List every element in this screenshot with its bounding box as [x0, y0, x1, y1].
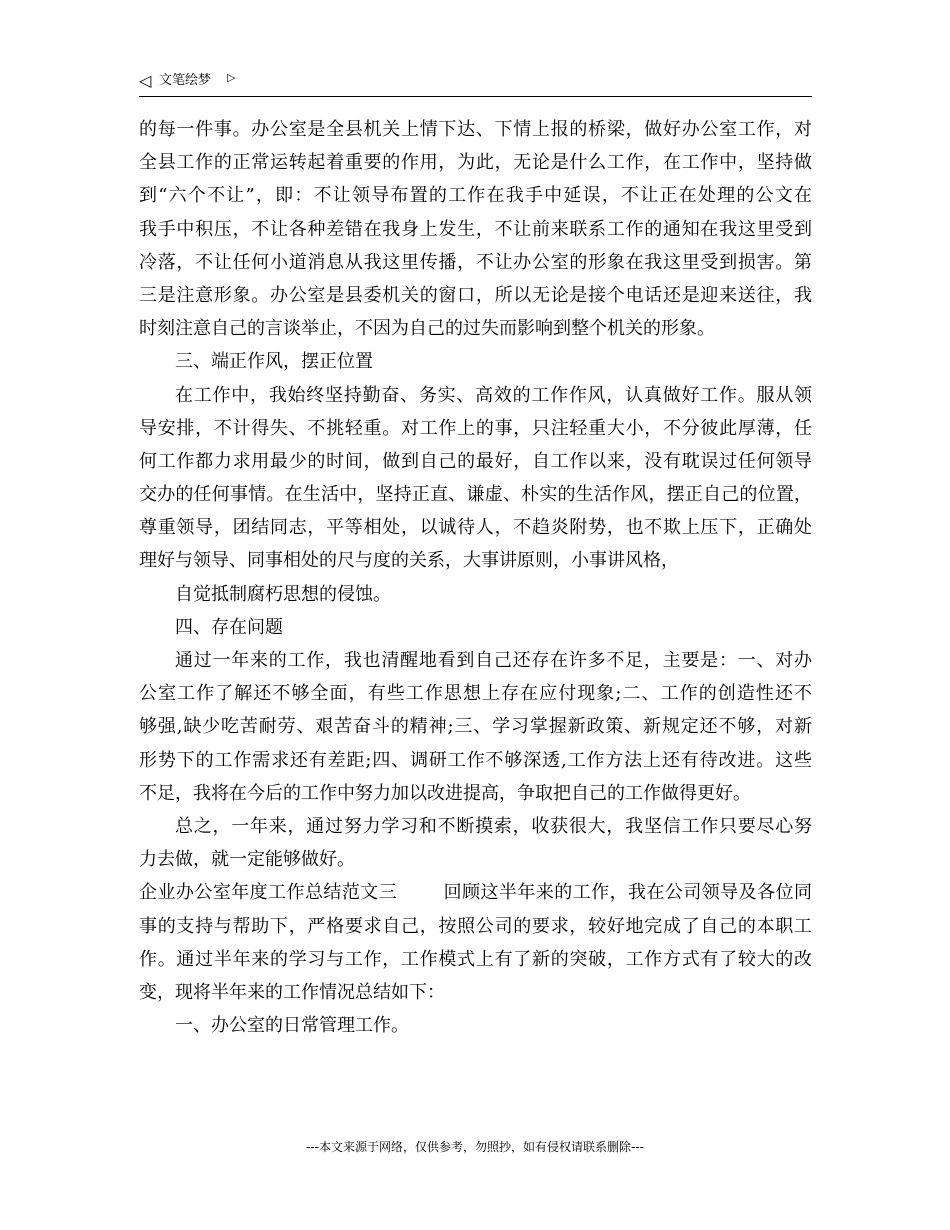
text-line: 总之，一年来，通过努力学习和不断摸索，收获很大，我坚信工作只要尽心努	[175, 815, 812, 837]
text-line: 导安排，不计得失、不挑轻重。对工作上的事，只注轻重大小，不分彼此厚薄，任	[139, 417, 812, 439]
right-triangle-icon: ▷	[227, 71, 236, 84]
section-heading: 一、办公室的日常管理工作。	[175, 1015, 409, 1037]
text-line: 尊重领导，团结同志，平等相处，以诚待人，不趋炎附势，也不欺上压下，正确处	[139, 517, 812, 539]
text-line: 我手中积压，不让各种差错在我身上发生，不让前来联系工作的通知在我这里受到	[139, 218, 812, 240]
text-line: 冷落，不让任何小道消息从我这里传播，不让办公室的形象在我这里受到损害。第	[139, 251, 812, 273]
text-line: 交办的任何事情。在生活中，坚持正直、谦虚、朴实的生活作风，摆正自己的位置，	[139, 484, 812, 506]
text-line: 在工作中，我始终坚持勤奋、务实、高效的工作作风，认真做好工作。服从领	[175, 384, 812, 406]
document-body	[139, 113, 812, 1042]
section-heading: 四、存在问题	[175, 616, 283, 638]
document-section-title: 企业办公室年度工作总结范文三	[139, 882, 398, 904]
text-line: 变，现将半年来的工作情况总结如下：	[139, 981, 445, 1003]
text-line: 不足，我将在今后的工作中努力加以改进提高，争取把自己的工作做得更好。	[139, 782, 751, 804]
text-line: 时刻注意自己的言谈举止，不因为自己的过失而影响到整个机关的形象。	[139, 318, 715, 340]
text-line-content: 回顾这半年来的工作，我在公司领导及各位同	[443, 882, 813, 904]
text-line: 何工作都力求用最少的时间，做到自己的最好，自工作以来，没有耽误过任何领导	[139, 450, 812, 472]
text-line: 事的支持与帮助下，严格要求自己，按照公司的要求，较好地完成了自己的本职工	[139, 915, 812, 937]
text-line: 理好与领导、同事相处的尺与度的关系，大事讲原则，小事讲风格，	[139, 550, 679, 572]
left-triangle-icon: ◁	[139, 71, 152, 90]
text-line: 形势下的工作需求还有差距;四、调研工作不够深透,工作方法上还有待改进。这些	[139, 749, 812, 771]
text-line: 力去做，就一定能够做好。	[139, 849, 355, 871]
text-line: 通过一年来的工作，我也清醒地看到自己还存在许多不足，主要是：一、对办	[175, 650, 812, 671]
text-line: 的每一件事。办公室是全县机关上情下达、下情上报的桥梁，做好办公室工作，对	[139, 119, 812, 140]
header-title: 文笔绘梦	[159, 73, 212, 88]
text-line: 全县工作的正常运转起着重要的作用，为此，无论是什么工作，在工作中，坚持做	[139, 152, 812, 174]
text-line	[139, 876, 812, 909]
text-line: 作。通过半年来的学习与工作，工作模式上有了新的突破，工作方式有了较大的改	[139, 948, 812, 970]
text-line: 自觉抵制腐朽思想的侵蚀。	[175, 583, 391, 605]
text-line: 三是注意形象。办公室是县委机关的窗口，所以无论是接个电话还是迎来送往，我	[139, 284, 812, 306]
section-heading: 三、端正作风，摆正位置	[175, 351, 373, 373]
page-footer: ---本文来源于网络，仅供参考，勿照抄，如有侵权请联系删除---	[306, 1140, 644, 1154]
text-line: 够强,缺少吃苦耐劳、艰苦奋斗的精神;三、学习掌握新政策、新规定还不够，对新	[139, 716, 812, 738]
text-line: 公室工作了解还不够全面，有些工作思想上存在应付现象;二、工作的创造性还不	[139, 683, 812, 705]
page-header	[139, 70, 812, 97]
text-line: 到“六个不让”，即：不让领导布置的工作在我手中延误，不让正在处理的公文在	[139, 185, 812, 207]
